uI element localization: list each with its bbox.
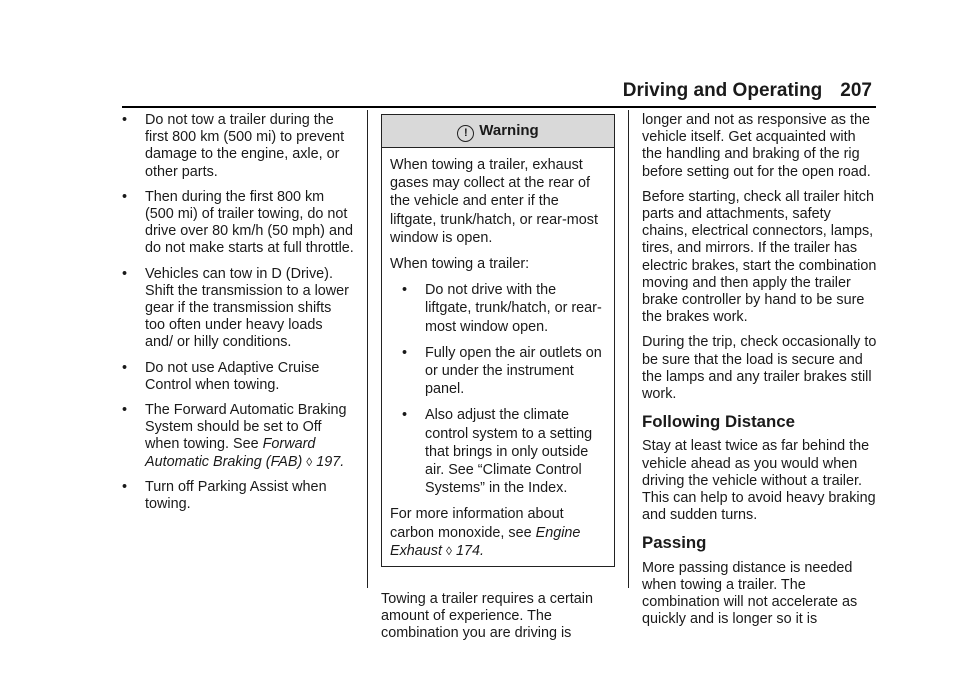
page-ref-icon: ◊ <box>306 454 313 469</box>
list-item-text: Fully open the air outlets on or under the instrument panel. <box>425 344 602 398</box>
page-header <box>623 80 872 102</box>
column-3 <box>642 112 878 636</box>
list-item-text: Also adjust the climate control system to a setting that brings in only outside air. See “Climate Control Systems” in the Index. <box>425 407 593 497</box>
section-heading-passing: Passing <box>642 533 707 553</box>
column-divider-1 <box>367 110 368 588</box>
more-info-text: For more information about carbon monoxide, see <box>390 506 564 541</box>
list-item <box>122 112 354 181</box>
list-item <box>122 360 354 394</box>
fab-link[interactable]: Forward Automatic Braking (FAB) <box>145 436 316 470</box>
list-item <box>122 266 354 352</box>
list-item-text: The Forward Automatic Braking System should be set to Off when towing. See <box>145 402 347 453</box>
list-item <box>402 344 606 399</box>
warning-box <box>381 114 615 567</box>
warning-title: Warning <box>479 122 539 139</box>
warning-icon: ! <box>457 125 474 142</box>
warning-list <box>390 281 606 497</box>
fab-page-ref[interactable]: 197. <box>316 453 345 470</box>
section-title: Driving and Operating <box>622 80 823 101</box>
list-item-text: Then during the first 800 km (500 mi) of trailer towing, do not drive over 80 km/h (50 mph) and do not make starts at full throttle. <box>145 188 354 257</box>
bullet-dot: • <box>402 282 408 299</box>
warning-header <box>382 115 614 148</box>
page-number: 207 <box>840 80 872 101</box>
body-paragraph: Stay at least twice as far behind the vehicle ahead as you would when driving the vehicle without a trailer. This can help to avoid heavy braking and sudden turns. <box>642 438 876 524</box>
column-2 <box>381 112 615 651</box>
list-item <box>122 189 354 258</box>
bullet-dot: • <box>122 402 128 419</box>
engine-exhaust-page-ref[interactable]: 174. <box>455 542 484 559</box>
list-item-text: Do not tow a trailer during the first 800 km (500 mi) to prevent damage to the engine, axle, or other parts. <box>145 112 345 180</box>
bullet-dot: • <box>122 188 128 205</box>
list-item-text: Do not drive with the liftgate, trunk/hatch, or rear-most window open. <box>425 282 602 335</box>
list-item <box>402 281 606 336</box>
bullet-dot: • <box>402 344 408 361</box>
list-item <box>122 479 354 513</box>
warning-paragraph: When towing a trailer, exhaust gases may collect at the rear of the vehicle and enter if the liftgate, trunk/hatch, or rear-most window is open. <box>390 157 598 246</box>
engine-exhaust-link[interactable]: Engine Exhaust <box>390 524 581 559</box>
column-divider-2 <box>628 110 629 588</box>
bullet-dot: • <box>122 359 128 376</box>
warning-body <box>382 148 614 566</box>
header-rule <box>122 106 876 108</box>
list-item <box>402 406 606 497</box>
section-heading-following-distance: Following Distance <box>642 412 795 432</box>
warning-more-info <box>390 505 606 560</box>
body-paragraph: longer and not as responsive as the vehicle itself. Get acquainted with the handling and braking of the rig before setting out for the open road. <box>642 112 871 180</box>
warning-paragraph: When towing a trailer: <box>390 256 530 273</box>
list-item-text: Do not use Adaptive Cruise Control when towing. <box>145 359 320 393</box>
bullet-dot: • <box>122 265 128 282</box>
column-1 <box>122 112 354 521</box>
body-paragraph: More passing distance is needed when towing a trailer. The combination will not accelerate as quickly and is longer so it is <box>642 559 858 628</box>
body-paragraph: Before starting, check all trailer hitch parts and attachments, safety chains, electrical connectors, lamps, tires, and mirrors. If the trailer has electric brakes, start the combination moving and then apply the trailer brake controller by hand to be sure the brakes work. <box>642 188 877 326</box>
bullet-dot: • <box>122 478 128 495</box>
page-ref-icon: ◊ <box>446 543 452 558</box>
body-paragraph: During the trip, check occasionally to be sure that the load is secure and the lamps and any trailer brakes still work. <box>642 334 877 403</box>
bullet-dot: • <box>122 112 128 128</box>
body-paragraph: Towing a trailer requires a certain amount of experience. The combination you are driving is <box>381 591 593 642</box>
bullet-dot: • <box>402 407 408 424</box>
list-item-text: Turn off Parking Assist when towing. <box>145 478 327 513</box>
list-item-text: Vehicles can tow in D (Drive). Shift the transmission to a lower gear if the transmission shifts too often under heavy loads and/ or hilly conditions. <box>145 265 349 351</box>
list-item-fab <box>122 402 354 471</box>
